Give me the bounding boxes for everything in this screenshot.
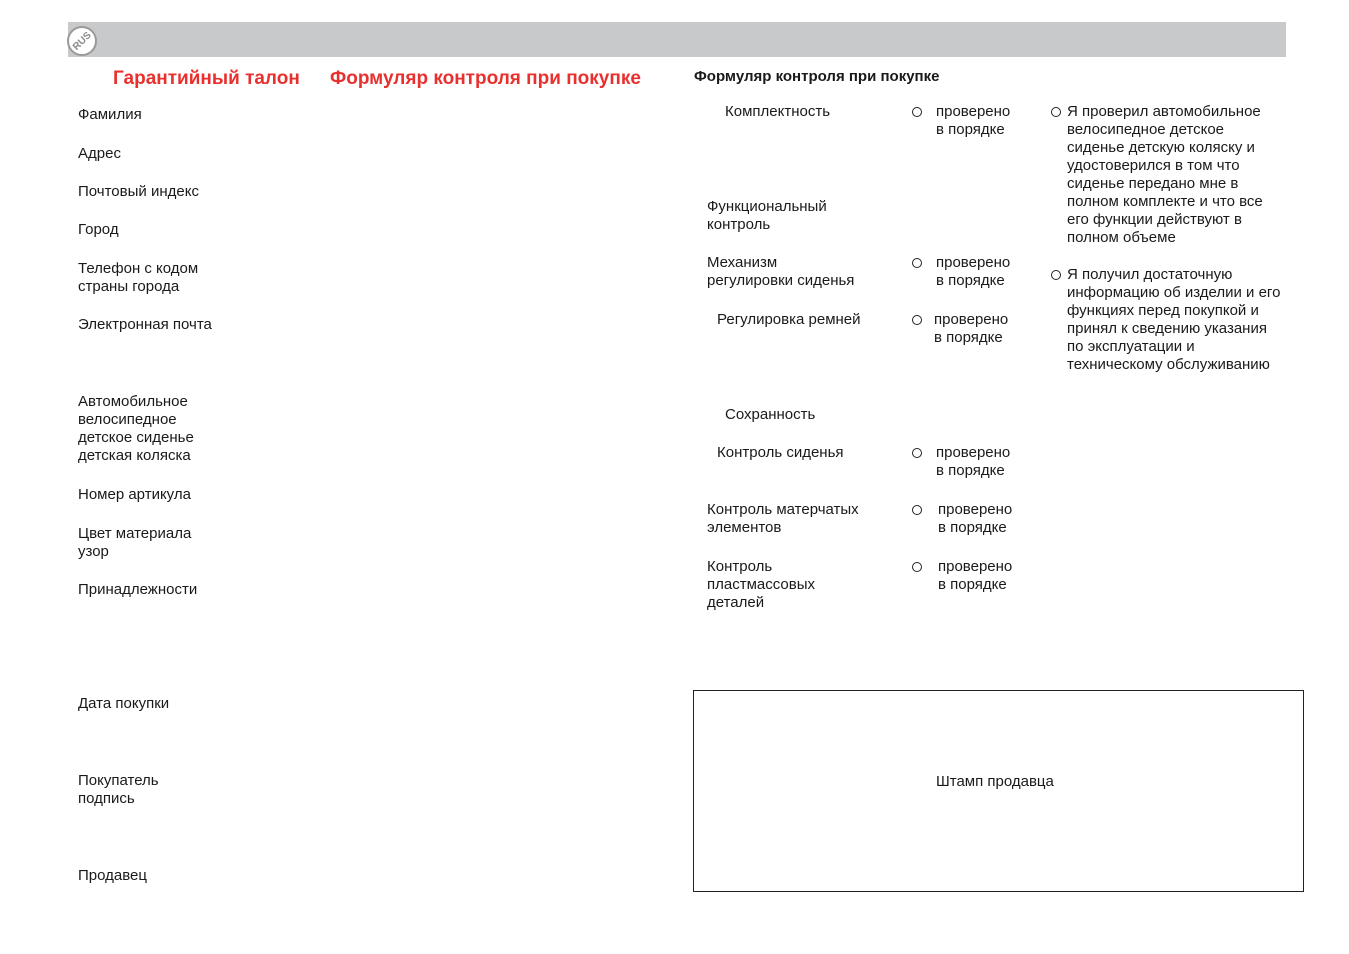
seller-label: Продавец	[78, 867, 147, 884]
confirm-info-checkbox[interactable]	[1051, 270, 1061, 280]
preservation-label: Сохранность	[725, 406, 816, 423]
header-bar	[68, 22, 1286, 57]
seat-control-checkbox[interactable]	[912, 448, 922, 458]
seat-control-label: Контроль сиденья	[717, 444, 844, 461]
seat-adjust-checkbox[interactable]	[912, 258, 922, 268]
plastic-control-checkbox[interactable]	[912, 562, 922, 572]
confirm-complete-text: Я проверил автомобильное велосипедное детское сиденье детскую коляску и удостоверился в том что сиденье передано мне в полном комплекте и что все его функции действуют в полном объеме	[1067, 103, 1263, 246]
belt-adjust-label: Регулировка ремней	[717, 311, 861, 328]
plastic-control-checked-text: проверено в порядке	[938, 558, 1013, 593]
fabric-control-checkbox[interactable]	[912, 505, 922, 515]
accessories-label: Принадлежности	[78, 581, 198, 598]
completeness-checkbox[interactable]	[912, 107, 922, 117]
fabric-control-label: Контроль матерчатых элементов	[707, 501, 859, 536]
control-form-title: Формуляр контроля при покупке	[694, 68, 940, 85]
postcode-label: Почтовый индекс	[78, 183, 199, 200]
plastic-control-label: Контроль пластмассовых деталей	[707, 558, 816, 611]
product-type-label: Автомобильное велосипедное детское сиденье детская коляска	[78, 393, 194, 464]
seat-adjust-checked-text: проверено в порядке	[936, 254, 1011, 289]
warranty-title: Гарантийный талон	[113, 68, 300, 89]
purchase-date-label: Дата покупки	[78, 695, 170, 712]
address-label: Адрес	[78, 145, 121, 162]
seat-control-checked-text: проверено в порядке	[936, 444, 1011, 479]
phone-label: Телефон с кодом страны города	[78, 260, 199, 295]
seller-stamp-box	[693, 690, 1304, 892]
belt-adjust-checked-text: проверено в порядке	[934, 311, 1009, 346]
buyer-signature-label: Покупатель подпись	[78, 772, 159, 807]
article-number-label: Номер артикула	[78, 486, 191, 503]
seller-stamp-label: Штамп продавца	[936, 773, 1054, 790]
seat-adjust-mechanism-label: Механизм регулировки сиденья	[707, 254, 855, 289]
material-color-label: Цвет материала узор	[78, 525, 192, 560]
form-title-red: Формуляр контроля при покупке	[330, 68, 641, 89]
language-badge-label: RUS	[70, 29, 94, 53]
belt-adjust-checkbox[interactable]	[912, 315, 922, 325]
city-label: Город	[78, 221, 119, 238]
completeness-label: Комплектность	[725, 103, 831, 120]
email-label: Электронная почта	[78, 316, 212, 333]
confirm-info-text: Я получил достаточную информацию об изделии и его функциях перед покупкой и принял к сведению указания по эксплуатации и техническому обслуживанию	[1067, 266, 1281, 373]
surname-label: Фамилия	[78, 106, 142, 123]
confirm-complete-checkbox[interactable]	[1051, 107, 1061, 117]
completeness-checked-text: проверено в порядке	[936, 103, 1011, 138]
functional-control-label: Функциональный контроль	[707, 198, 827, 233]
fabric-control-checked-text: проверено в порядке	[938, 501, 1013, 536]
